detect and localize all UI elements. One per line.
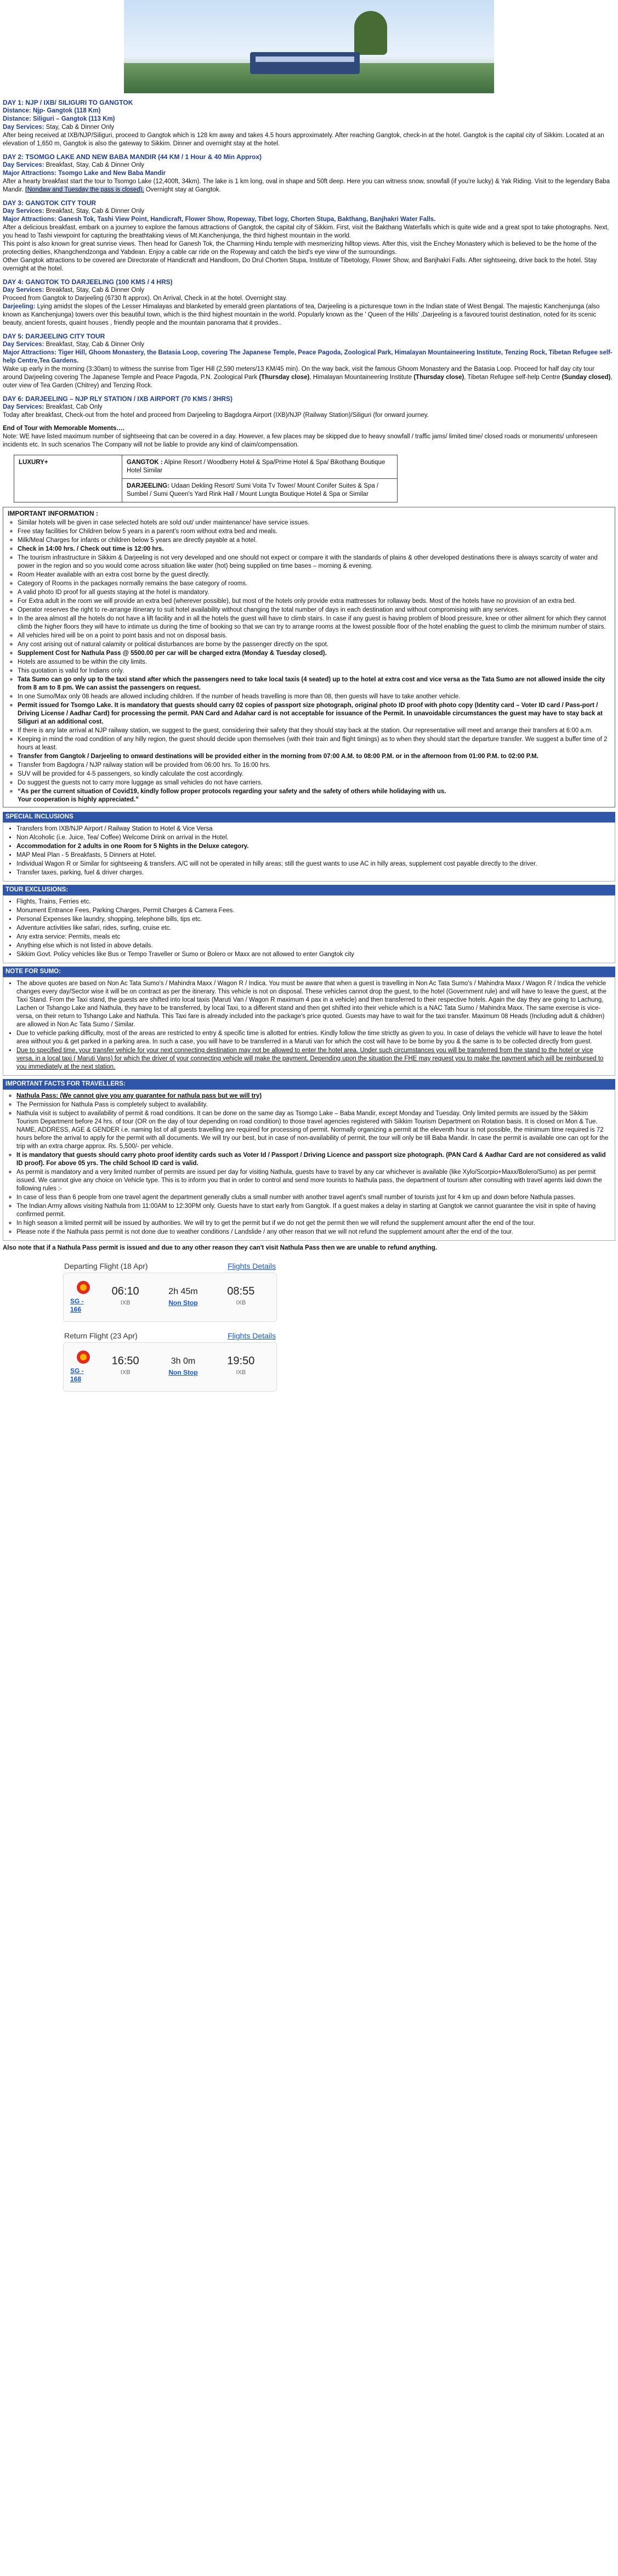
list-item: ◦ In one Sumo/Max only 08 heads are allowed including children. If the number of heads travelling is more than 08, then guests will have to take another vehicle. (18, 693, 610, 701)
list-item: • Anything else which is not listed in above details. (16, 942, 611, 950)
text: After a hearty breakfast start the tour to Tsomgo Lake (12,400ft, 34km). The lake is 1 km long, oval in shape and 50ft deep. Here you can witness snow, snowfall (if you're lucky) & Yak Riding. Visit to the legendary Baba Mandir. (3, 178, 610, 193)
duration (154, 1357, 212, 1377)
list-item: ◦ As permit is mandatory and a very limited number of permits are issued per day for visiting Nathula, guests have to travel by any car whichever is available (like Xylo/Scorpio+Maxx/Bolero/Sumo) as per permit issued. We cannot give any choice on Vehicle type. This is to inform you that in order to control and send more tourists to Nathula pass, the department of tourism after consulting with travel agents laid down the following rules :- (16, 1168, 611, 1193)
list-item: ◦ Free stay facilities for Children below 5 years in a parent's room without extra bed and meals. (18, 528, 610, 536)
label: Day Services: (3, 124, 44, 131)
label: Major Attractions: (3, 216, 56, 223)
flight-number[interactable]: SG - 166 (70, 1297, 84, 1313)
arrival-code: IXB (236, 1369, 246, 1376)
flight-header (63, 1260, 277, 1273)
end-of-tour-title: End of Tour with Memorable Moments…. (3, 425, 125, 432)
day-1 (3, 99, 615, 148)
important-information (3, 507, 615, 807)
duration (154, 1287, 212, 1307)
day-text: After a delicious breakfast, embark on a journey to explore the famous attractions of Gangtok, the capital city of Sikkim. First, visit the Bakthang Waterfalls which is quite wide and a great spot to take photographs. Next, you head to Tashi viewpoint for capturing the breathtaking views of Mt.Kanchenjunga, the third highest mountain in the world. (3, 224, 609, 239)
flight-details-link[interactable]: Flights Details (228, 1331, 276, 1340)
flight-title: Return Flight (23 Apr) (64, 1331, 138, 1340)
day-services (3, 161, 615, 170)
list-item: • The above quotes are based on Non Ac Tata Sumo's / Mahindra Maxx / Wagon R / Indica. You must be aware that when a guest is travelling in Non Ac Tata Sumo's / Mahindra Maxx / Wagon R / Indica the vehicle changes every day/Sector wise it will be on contract as per the itinerary. This vehicle is not on disposal. These vehicles cannot drop the guest, to the hotel (Government rule) and will have to leave the guest, at the Taxi Stand. From the Taxi stand, the guests are shifted into local taxis (Maruti Van / Wagon R maximum 4 pax in a vehicle) and then transferred to their respective hotels. Again the day they are going to Lachung, Lachen or Tshango Lake and Nathula, they have to be transferred, by local Taxi, to a different stand and then get shifted into their vehicle which is a NAC Tata Sumo / Mahindra Maxx. The same exercise is vice-versa, on their return to Tshango Lake and Nathula. This Taxi fare is already included into the package's price quoted. Guests may have to wait for the taxi transfer. Maximum 08 Heads (Including adult & children) are allowed in Non Ac Tata Sumo / Similar. (16, 980, 611, 1029)
text: Overnight stay at Gangtok. (144, 187, 221, 193)
list-item: • Personal Expenses like laundry, shopping, telephone bills, tips etc. (16, 916, 611, 924)
list-item: ◦ The Indian Army allows visiting Nathula from 11:00AM to 12:30PM only. Guests have to start early from Gangtok. If a guest makes a delay in starting at Gangtok we cannot guarantee the visit in spite of having confirmed permit. (16, 1202, 611, 1219)
value: Breakfast, Stay, Cab & Dinner Only (44, 208, 145, 214)
flight-details-link[interactable]: Flights Details (228, 1262, 276, 1270)
table-row (14, 455, 398, 479)
flight-number[interactable]: SG - 168 (70, 1367, 84, 1383)
list-item: ◦ Check in 14:00 hrs. / Check out time is 12:00 hrs. (18, 545, 610, 553)
closed-note: (Sunday closed) (562, 374, 611, 381)
day-5 (3, 332, 615, 390)
sumo-list (7, 980, 611, 1071)
list-item: ◦ Hotels are assumed to be within the city limits. (18, 658, 610, 666)
flight-duration: 3h 0m (171, 1357, 196, 1366)
day-attractions (3, 349, 615, 365)
list-item: ◦ Tata Sumo can go only up to the taxi stand after which the passengers need to take local taxis (4 seated) up to the hotel at extra cost and vice versa as the Tata Sumo are not allowed inside the city from 8 am to 8 pm. We can assist the passengers on request. (18, 676, 610, 692)
sumo-note-body (3, 977, 615, 1076)
list-item: • Transfers from IXB/NJP Airport / Railway Station to Hotel & Vice Versa (16, 825, 611, 833)
day-attractions (3, 216, 615, 224)
inclusions-list (7, 825, 611, 877)
facts-list (7, 1092, 611, 1236)
label: GANGTOK : (127, 459, 163, 466)
value: Tsomgo Lake and New Baba Mandir (56, 170, 166, 177)
list-item: ◦ The Permission for Nathula Pass is completely subject to availability. (16, 1101, 611, 1109)
day-title: DAY 1: NJP / IXB/ SILIGURI TO GANGTOK (3, 99, 133, 106)
day-services (3, 286, 615, 295)
text: , outer view of Tea Garden (Chitrey) and Tenzing Rock. (3, 374, 613, 389)
list-item: • Transfer taxes, parking, fuel & driver charges. (16, 869, 611, 877)
day-3 (3, 199, 615, 273)
tree-shape (354, 11, 387, 55)
day-title: DAY 5: DARJEELING CITY TOUR (3, 332, 105, 340)
day-text: Today after breakfast, Check-out from the hotel and proceed from Darjeeling to Bagdogra Airport (IXB)/NJP (Railway Station)/Siliguri (for onward journey. (3, 412, 429, 419)
list-item: ◦ Operator reserves the right to re-arrange itinerary to suit hotel availability without changing the total number of days in each destination and without compromising with any services. (18, 606, 610, 614)
distance-line: Distance: Siliguri – Gangtok (113 Km) (3, 116, 115, 122)
departing-flight-card (63, 1260, 277, 1322)
list-item: • Individual Wagon R or Similar for sightseeing & transfers. A/C will not be operated in hilly areas; still the guest wants to use AC in hilly areas, supplement cost payable directly to the driver. (16, 860, 611, 868)
list-item: ◦ Any cost arising out of natural calamity or political disturbances are borne by the passenger directly on the spot. (18, 641, 610, 649)
list-item: • Non Alcoholic (i.e. Juice, Tea/ Coffee) Welcome Drink on arrival in the Hotel. (16, 834, 611, 842)
day-attractions (3, 170, 615, 178)
list-item: ◦ “As per the current situation of Covid19, kindly follow proper protocols regarding your safety and the safety of others while holidaying with us. Your cooperation is highly appreciated.” (18, 788, 610, 804)
list-item: ◦ It is mandatory that guests should carry photo proof identity cards such as Voter Id / Passport / Driving Licence and passport size photograph. (PAN Card & Aadhar Card are not considered as valid ID proof). For above 05 yrs. The child School ID card is valid. (16, 1151, 611, 1168)
closed-note: (Thursday close) (413, 374, 464, 381)
exclusions-header: TOUR EXCLUSIONS: (3, 885, 615, 895)
flight-duration: 2h 45m (168, 1287, 198, 1296)
label: Day Services: (3, 208, 44, 214)
list-item: • Sikkim Govt. Policy vehicles like Bus or Tempo Traveller or Sumo or Bolero or Maxx are not allowed to enter Gangtok city (16, 951, 611, 959)
label: Day Services: (3, 404, 44, 410)
day-text (3, 365, 615, 390)
list-item: ◦ If there is any late arrival at NJP railway station, we suggest to the guest, considering their safety that they should stay back at the station. Our representative will meet and arrange their transfers at 6:00 a.m. (18, 727, 610, 735)
final-note: Also note that if a Nathula Pass permit is issued and due to any other reason they can't visit Nathula Pass then we are unable to refund anything. (3, 1245, 437, 1251)
label: Darjeeling: (3, 303, 36, 310)
exclusions-body (3, 895, 615, 963)
list-item: • MAP Meal Plan - 5 Breakfasts, 5 Dinners at Hotel. (16, 851, 611, 860)
list-item: ◦ This quotation is valid for Indians only. (18, 667, 610, 675)
value: Lying amidst the slopes of the Lesser Himalayas and blanketed by emerald green plantations of tea, Darjeeling is a picturesque town in the Indian state of West Bengal. The majestic Kanchenjunga (also known as Kanchenjunga) towers over this beautiful town, which is the third highest mountain in the world. Popularly known as the ' Queen of the Hills' ,Darjeeling is a favoured tourist destination, noted for its scenic beauty, ancient forests, quaint houses , friendly people and the mountain panorama that it provides.. (3, 303, 600, 326)
list-item: ◦ The tourism infrastructure in Sikkim & Darjeeling is not very developed and one should not expect or compare it with the standards of plains & other developed destinations there is always scarcity of water and power in the region and so you would come across situation like water (hot) being supplied on time bases – morning & evening. (18, 554, 610, 570)
list-item: ◦ Nathula visit is subject to availability of permit & road conditions. It can be done on the same day as Tsomgo Lake – Baba Mandir, except Monday and Tuesday. Only limited permits are issued by the Sikkim Tourism Department before 24 hrs. of tour (OR on the day of tour depending on road condition) to those travel agencies registered with Sikkim Tourism Department on Rotation basis. It is closed on Mon & Tue. NAME, ADDRESS, AGE & GENDER i.e. naming list of all guests travelling are required for processing of permit. Normally organizing a permit at the eleventh hour is not possible, the minimum time required is 72 hours before the arrival to apply for the permit with all documents. We will try our best, but in case of non-availability of permit, the tour will only be till Baba Mandir. In case the permit is available one can opt for the trip with an extra charge approx. Rs. 5,500/- per vehicle. (16, 1110, 611, 1151)
list-item: • Due to specified time, your transfer vehicle for your next connecting destination may not be allowed to enter the hotel area. Under such circumstances you will be transferred from the stand to the hotel or vice versa, in a local taxi ( Maruti Vans) for which the driver of your connecting vehicle will make the payment. Depending upon the situation the FHE may request you to make the payment which will be reimbursed to you immediately at the next station. (16, 1047, 611, 1071)
day-text: This point is also known for great sunrise views. Then head for Ganesh Tok, the Charming Hindu temple with mesmerizing hilltop views. After this, visit the Enchey Monastery which is believed to be the home of the protecting deities, Khangchendzonga and Yabdean. Enjoy a cable car ride on the Ropeway and catch the bird's eye view of the surroundings. (3, 241, 597, 256)
airline-logo-icon (77, 1281, 90, 1294)
label: Day Services: (3, 287, 44, 293)
stops-link[interactable]: Non Stop (168, 1369, 198, 1376)
list-item: ◦ Category of Rooms in the packages normally remains the base category of rooms. (18, 580, 610, 588)
value: Tiger Hill, Ghoom Monastery, the Batasia Loop, covering The Japanese Temple, Peace Pagoda, Zoological Park, Himalayan Mountaineering Institute, Tenzing Rock, Tibetan Refugee self-help Centre,Tea Gardens. (3, 349, 613, 364)
flight-title: Departing Flight (18 Apr) (64, 1262, 148, 1270)
text: , Tibetan Refugee self-help Centre (464, 374, 562, 381)
flight-header (63, 1330, 277, 1342)
value: Breakfast, Stay, Cab & Dinner Only (44, 287, 145, 293)
airline-logo (70, 1281, 97, 1314)
list-item: • Accommodation for 2 adults in one Room for 5 Nights in the Deluxe category. (16, 843, 611, 851)
list-item: • Any extra service: Permits, meals etc (16, 933, 611, 941)
departure-time: 16:50 (111, 1355, 139, 1367)
list-item: ◦ Room Heater available with an extra cost borne by the guest directly. (18, 571, 610, 579)
list-item: • Monument Entrance Fees, Parking Charges, Permit Charges & Camera Fees. (16, 907, 611, 915)
list-item: ◦ SUV will be provided for 4-5 passengers, so kindly calculate the cost accordingly. (18, 770, 610, 778)
list-item: • Adventure activities like safari, rides, surfing, cruise etc. (16, 924, 611, 933)
day-services (3, 123, 615, 132)
hero-image (124, 0, 494, 93)
hotel-table (14, 455, 398, 502)
list-item: ◦ Do suggest the guests not to carry more luggage as small vehicles do not have carriers. (18, 779, 610, 787)
list-item: ◦ Milk/Meal Charges for infants or children below 5 years are directly payable at a hotel. (18, 536, 610, 545)
list-item: ◦ Similar hotels will be given in case selected hotels are sold out/ under maintenance/ have service issues. (18, 519, 610, 527)
list-item: ◦ Supplement Cost for Nathula Pass @ 5500.00 per car will be charged extra (Monday & Tuesday closed). (18, 649, 610, 658)
day-6 (3, 395, 615, 420)
arrival-time: 08:55 (227, 1285, 255, 1297)
departure-code: IXB (120, 1369, 131, 1376)
departure-code: IXB (120, 1300, 131, 1306)
list-item: ◦ Permit issued for Tsomgo Lake. It is mandatory that guests should carry 02 copies of passport size photograph, original photo ID proof with photo copy (Identity card – Voter ID card / Pass-port / Driving License / Aadhar Card) for processing the permit. PAN Card and Adahar card is not acceptable for issuance of the Permit. In unavoidable circumstances the guest may have to stay back at Siliguri at an additional cost. (18, 702, 610, 726)
value: Udaan Dekling Resort/ Sumi Voita Tv Tower/ Mount Conifer Suites & Spa / Sumbel / Sumi Queen's Yard Rink Hall / Mount Lungta Boutique Hotel & Spa or Similar (127, 483, 379, 498)
day-text: After being received at IXB/NJP/Siliguri, proceed to Gangtok which is 128 km away and takes 4.5 hours approximately. After reaching Gangtok, check-in at the hotel. Gangtok is the capital city of Sikkim. Located at an elevation of 1,650 m, Gangtok is also the gateway to Sikkim. Dinner and overnight stay at the hotel. (3, 132, 604, 147)
text: , Himalayan Mountaineering Institute (309, 374, 414, 381)
value: Ganesh Tok, Tashi View Point, Handicraft, Flower Show, Ropeway, Tibet logy, Chorten Stupa, Bakthang, Banjhakri Water Falls. (56, 216, 436, 223)
day-title: DAY 4: GANGTOK TO DARJEELING (100 KMS / 4 HRS) (3, 278, 173, 286)
hotel-darjeeling (122, 479, 398, 502)
toy-train-shape (250, 52, 360, 74)
day-services (3, 207, 615, 216)
label: DARJEELING: (127, 483, 169, 489)
facts-body (3, 1089, 615, 1241)
exclusions-list (7, 898, 611, 959)
day-text (3, 303, 615, 327)
list-item: ◦ In case of less than 6 people from one travel agent the department generally clubs a small number with another travel agent's small number of tourists just for 4 km up and down before Nathula passes. (16, 1194, 611, 1202)
day-services (3, 403, 615, 411)
list-item: ◦ In the area almost all the hotels do not have a lift facility and in all the hotels the guest will have to climb stairs. In case if any guest is having problem of blood pressure, knee or other ailment for which they cannot climb the higher floors they will have to intimate us during the time of booking so that we can try to arrange rooms at the lowest possible floor of the hotel enabling the guest to climb the minimum number of stairs. (18, 615, 610, 631)
day-title: DAY 2: TSOMGO LAKE AND NEW BABA MANDIR (44 KM / 1 Hour & 40 Min Approx) (3, 153, 262, 161)
closed-note: (Thursday close) (259, 374, 310, 381)
day-text: Proceed from Gangtok to Darjeeling (6730 ft approx). On Arrival, Check in at the hotel. Overnight stay. (3, 295, 287, 302)
departure-time: 06:10 (111, 1285, 139, 1297)
airline-logo (70, 1351, 97, 1383)
departure (97, 1357, 154, 1377)
facts-header: IMPORTANT FACTS FOR TRAVELLERS: (3, 1079, 615, 1089)
value: Alpine Resort / Woodberry Hotel & Spa/Prime Hotel & Spa/ Bikothang Boutique Hotel Similar (127, 459, 385, 474)
label: Day Services: (3, 341, 44, 348)
hotel-gangtok (122, 455, 398, 479)
departure (97, 1287, 154, 1307)
list-item: ◦ Transfer from Bagdogra / NJP railway station will be provided from 06:00 hrs. To 16:00 hrs. (18, 761, 610, 770)
arrival (212, 1287, 270, 1307)
day-text (3, 178, 615, 194)
list-item: ◦ Keeping in mind the road condition of any hilly region, the guest should decide upon themselves (with their train and flight timings) as to when they should start the departure transfer. We suggest a buffer time of 2 hours at least. (18, 736, 610, 752)
label: Day Services: (3, 162, 44, 168)
value: Breakfast, Stay, Cab & Dinner Only (44, 162, 145, 168)
return-flight-card (63, 1330, 277, 1392)
label: Major Attractions: (3, 170, 56, 177)
box-title: IMPORTANT INFORMATION : (8, 510, 98, 517)
sumo-note-header: NOTE FOR SUMO: (3, 967, 615, 977)
stops-link[interactable]: Non Stop (168, 1299, 198, 1307)
day-title: DAY 6: DARJEELING – NJP RLY STATION / IXB AIRPORT (70 KMS / 3HRS) (3, 395, 233, 403)
airline-logo-icon (77, 1351, 90, 1364)
hotel-category: LUXURY+ (14, 455, 122, 502)
flight-box (63, 1342, 277, 1392)
text: Wake up early in the morning (3:30am) to witness the sunrise from Tiger Hill (2,590 meters/13 KM/45 min). On the way back, visit the famous Ghoom Monastery and the Batasia Loop. Proceed for half day city tour around Darjeeling covering The Japanese Temple and Peace Pagoda, P.N. Zoological Park (3, 366, 595, 381)
list-item: ◦ In high season a limited permit will be issued by authorities. We will try to get the permit but if we do not get the permit then we will refund the supplement amount after the end of the tour. (16, 1219, 611, 1228)
day-services (3, 341, 615, 349)
closed-note: (Nondaw and Tuesday the pass is closed). (25, 187, 144, 193)
day-title: DAY 3: GANGTOK CITY TOUR (3, 199, 97, 207)
list-item: • Flights, Trains, Ferries etc. (16, 898, 611, 906)
distance-line: Distance: Njp- Gangtok (118 Km) (3, 108, 101, 114)
flight-box (63, 1273, 277, 1322)
arrival (212, 1357, 270, 1377)
inclusions-header: SPECIAL INCLUSIONS (3, 812, 615, 822)
end-note: Note: WE have listed maximum number of sightseeing that can be covered in a day. However, a few places may be skipped due to heavy snowfall / traffic jams/ limited time/ closed roads or monuments/ unforeseen incidents etc. In such scenarios The Company will not be liable to provide any kind of claim/compensation. (3, 433, 598, 448)
arrival-code: IXB (236, 1300, 246, 1306)
label: Major Attractions: (3, 349, 56, 356)
value: Breakfast, Cab Only (44, 404, 103, 410)
list-item: • Due to vehicle parking difficulty, most of the areas are restricted to entry & specific time is allotted for entries. Kindly follow the time strictly as given to you. In case of delays the vehicle will have to leave the hotel area without you & get parked in a parking area. In such a case, you will have to be transferred in a Maruti van for which the cost will have to be borne by you & the same is to be collected directly from guest. (16, 1030, 611, 1046)
inclusions-body (3, 822, 615, 882)
itinerary-content (3, 99, 615, 1392)
list-item: ◦ Nathula Pass: (We cannot give you any guarantee for nathula pass but we will try) (16, 1092, 611, 1100)
important-list (8, 519, 610, 804)
day-4 (3, 278, 615, 327)
value: Breakfast, Stay, Cab & Dinner Only (44, 341, 145, 348)
list-item: ◦ Please note if the Nathula pass permit is not done due to weather conditions / Landslide / any other reason that we will not refund the supplement amount after the end of the tour. (16, 1228, 611, 1236)
day-text: Other Gangtok attractions to be covered are Directorate of Handicraft and Handloom, Do Drul Chorten Stupa, Institute of Tibetology, Flower Show, and Banjhakri Falls. After sightseeing, drive back to the hotel. Stay overnight at the hotel. (3, 257, 597, 272)
arrival-time: 19:50 (227, 1355, 255, 1367)
list-item: ◦ Transfer from Gangtok / Darjeeling to onward destinations will be provided either in the morning from 07:00 A.M. to 08:00 P.M. or in the afternoon from 01:00 P.M. to 02:00 P.M. (18, 753, 610, 761)
value: Stay, Cab & Dinner Only (44, 124, 115, 131)
day-2 (3, 153, 615, 194)
list-item: ◦ All vehicles hired will be on a point to point basis and not on disposal basis. (18, 632, 610, 640)
list-item: ◦ For Extra adult in the room we will provide an extra bed (wherever possible), but most of the hotels only provide extra mattresses for rollaway beds. Most of the hotels have no provision of an extra bed. (18, 597, 610, 606)
list-item: ◦ A valid photo ID proof for all guests staying at the hotel is mandatory. (18, 589, 610, 597)
